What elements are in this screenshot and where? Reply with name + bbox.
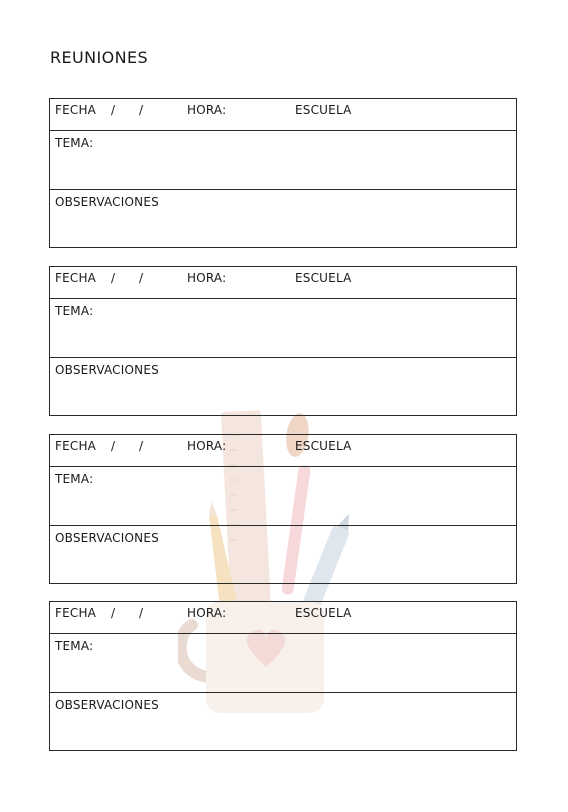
meeting-header-row (50, 267, 516, 299)
tema-label: TEMA: (55, 304, 94, 318)
meeting-block-2 (49, 266, 517, 416)
tema-label: TEMA: (55, 472, 94, 486)
tema-label: TEMA: (55, 639, 94, 653)
tema-row (50, 131, 516, 190)
fecha-label: FECHA (55, 439, 97, 453)
meeting-header-row (50, 435, 516, 467)
meeting-block-3 (49, 434, 517, 584)
meeting-block-4 (49, 601, 517, 751)
observaciones-row (50, 358, 516, 415)
observaciones-row (50, 190, 516, 247)
observaciones-label: OBSERVACIONES (55, 363, 159, 377)
meeting-header-row (50, 99, 516, 131)
date-separator: / (139, 439, 144, 453)
fecha-label: FECHA (55, 606, 97, 620)
escuela-label: ESCUELA (295, 103, 352, 117)
hora-label: HORA: (187, 439, 227, 453)
observaciones-row (50, 693, 516, 750)
observaciones-row (50, 526, 516, 583)
observaciones-label: OBSERVACIONES (55, 698, 159, 712)
page-title: REUNIONES (50, 48, 149, 67)
date-separator: / (111, 103, 116, 117)
hora-label: HORA: (187, 271, 227, 285)
tema-row (50, 467, 516, 526)
fecha-label: FECHA (55, 271, 97, 285)
tema-row (50, 299, 516, 358)
observaciones-label: OBSERVACIONES (55, 195, 159, 209)
tema-row (50, 634, 516, 693)
date-separator: / (139, 103, 144, 117)
tema-label: TEMA: (55, 136, 94, 150)
observaciones-label: OBSERVACIONES (55, 531, 159, 545)
escuela-label: ESCUELA (295, 606, 352, 620)
date-separator: / (111, 439, 116, 453)
date-separator: / (111, 606, 116, 620)
date-separator: / (139, 606, 144, 620)
meeting-header-row (50, 602, 516, 634)
hora-label: HORA: (187, 103, 227, 117)
date-separator: / (111, 271, 116, 285)
escuela-label: ESCUELA (295, 439, 352, 453)
fecha-label: FECHA (55, 103, 97, 117)
meeting-block-1 (49, 98, 517, 248)
escuela-label: ESCUELA (295, 271, 352, 285)
hora-label: HORA: (187, 606, 227, 620)
date-separator: / (139, 271, 144, 285)
